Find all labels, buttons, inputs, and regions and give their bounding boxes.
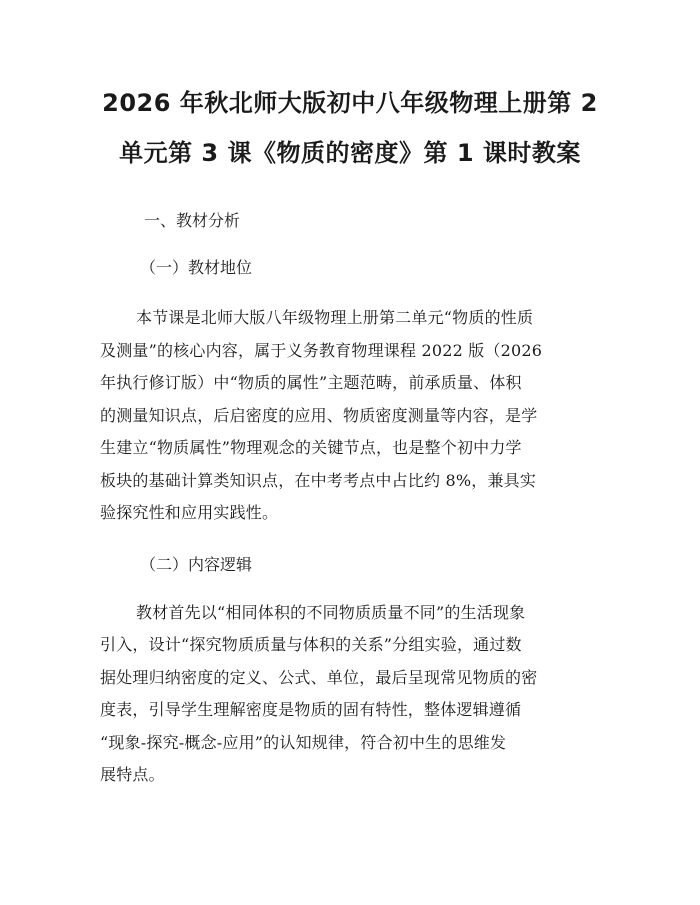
section-heading-textbook-analysis: 一、教材分析 xyxy=(144,211,241,230)
paragraph-line: 生建立“物质属性”物理观念的关键节点，也是整个初中力学 xyxy=(100,438,522,457)
paragraph-line: 板块的基础计算类知识点，在中考考点中占比约 8%，兼具实 xyxy=(100,470,537,490)
paragraph-line: 的测量知识点，后启密度的应用、物质密度测量等内容，是学 xyxy=(100,405,538,425)
subsection-heading-textbook-position: （一）教材地位 xyxy=(140,258,253,277)
paragraph-line: 本节课是北师大版八年级物理上册第二单元“物质的性质 xyxy=(136,308,534,327)
paragraph-line: 据处理归纳密度的定义、公式、单位，最后呈现常见物质的密 xyxy=(100,667,538,687)
paragraph-content-logic xyxy=(100,597,600,792)
paragraph-line: 及测量”的核心内容，属于义务教育物理课程 2022 版（2026 xyxy=(100,340,543,360)
paragraph-line: 展特点。 xyxy=(100,765,165,784)
document-title xyxy=(100,78,600,178)
paragraph-line: 教材首先以“相同体积的不同物质质量不同”的生活现象 xyxy=(136,602,526,622)
paragraph-line: 验探究性和应用实践性。 xyxy=(100,503,279,522)
subsection-heading-content-logic: （二）内容逻辑 xyxy=(140,554,253,574)
paragraph-line: 引入，设计“探究物质质量与体积的关系”分组实验，通过数 xyxy=(100,635,522,654)
paragraph-textbook-position xyxy=(100,302,600,530)
paragraph-line: “现象-探究-概念-应用”的认知规律，符合初中生的思维发 xyxy=(100,732,507,752)
title-line-2: 单元第 3 课《物质的密度》第 1 课时教案 xyxy=(119,139,581,167)
paragraph-line: 度表，引导学生理解密度是物质的固有特性，整体逻辑遵循 xyxy=(100,700,522,719)
title-line-1: 2026 年秋北师大版初中八年级物理上册第 2 xyxy=(102,89,598,117)
paragraph-line: 年执行修订版）中“物质的属性”主题范畴，前承质量、体积 xyxy=(100,373,522,392)
